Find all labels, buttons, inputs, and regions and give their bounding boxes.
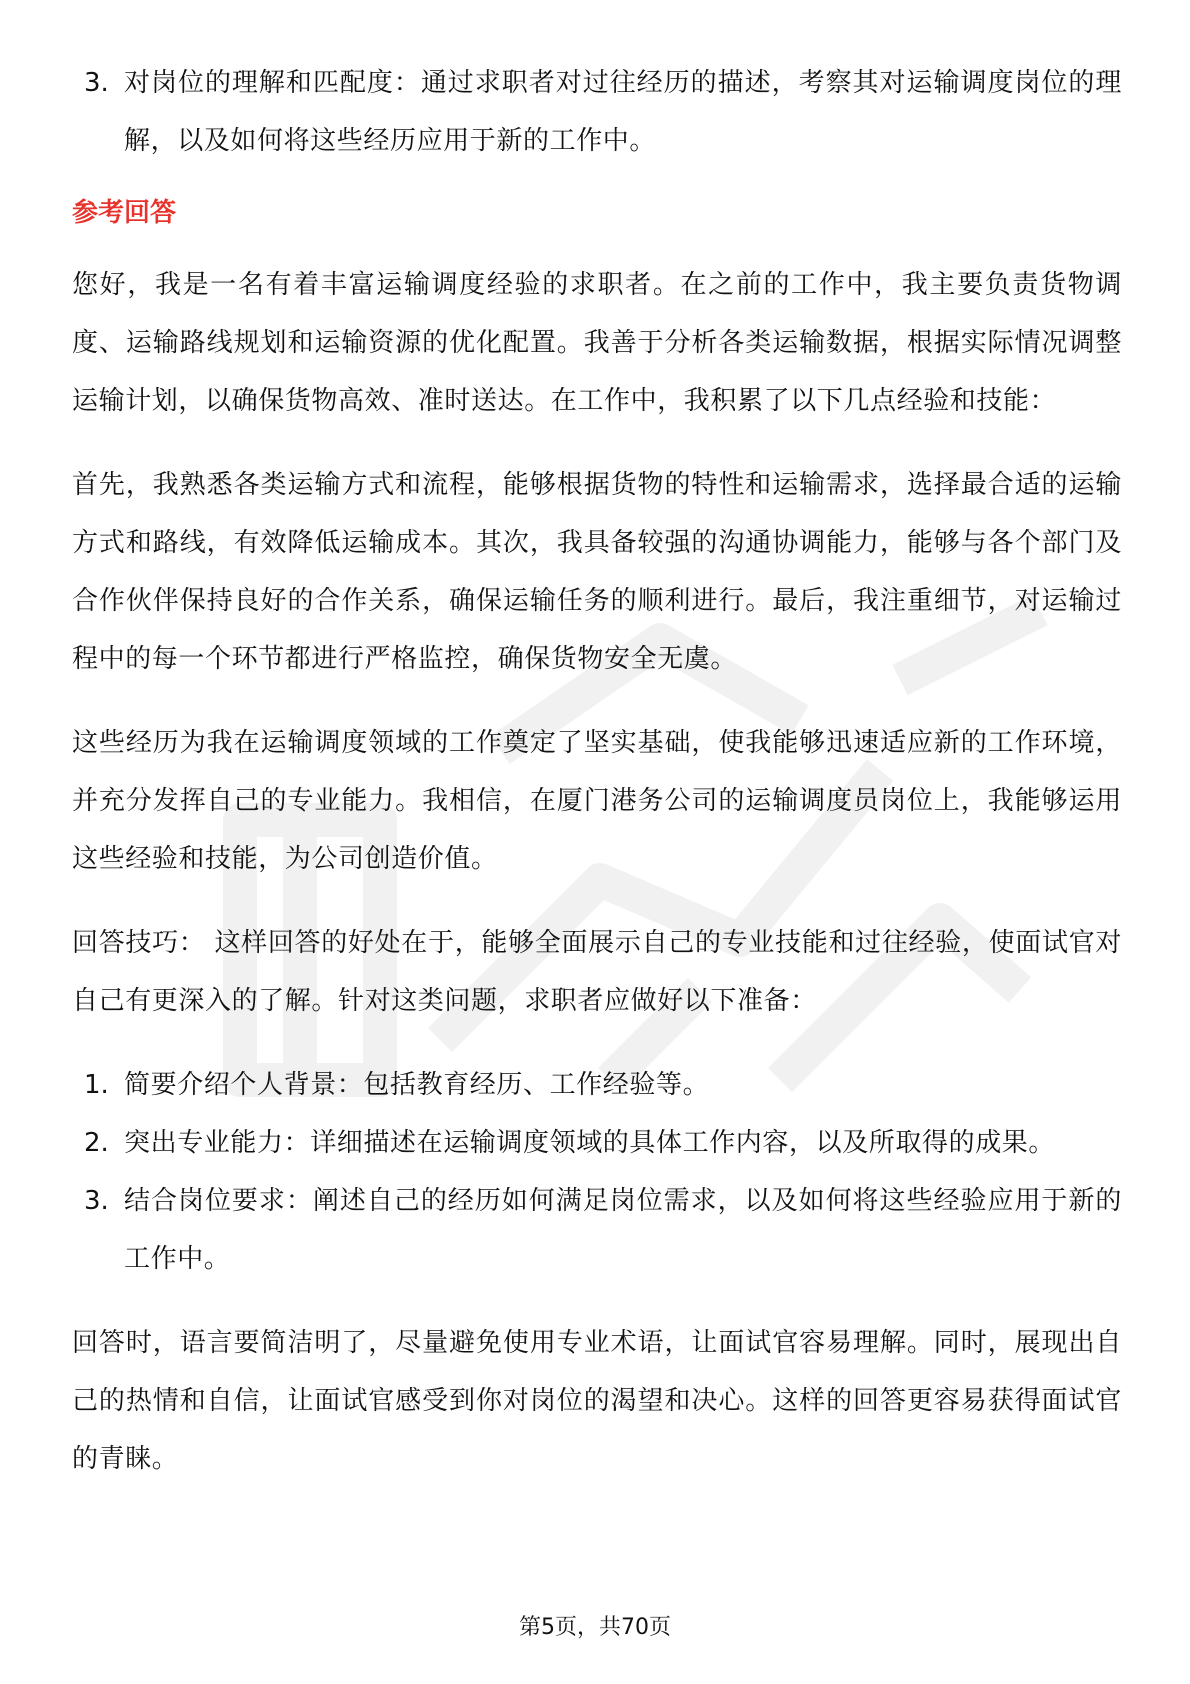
- list-number: 3.: [84, 1186, 109, 1216]
- paragraph-tips: 回答技巧： 这样回答的好处在于，能够全面展示自己的专业技能和过往经验，使面试官对自己有更深入的了解。针对这类问题，求职者应做好以下准备：: [72, 928, 1122, 1016]
- list-item: [72, 1114, 1122, 1172]
- list-text: 结合岗位要求：阐述自己的经历如何满足岗位需求，以及如何将这些经验应用于新的工作中。: [124, 1186, 1122, 1274]
- main-content: [72, 54, 1122, 1488]
- section-heading: 参考回答: [72, 198, 177, 228]
- paragraph-foundation: 这些经历为我在运输调度领域的工作奠定了坚实基础，使我能够迅速适应新的工作环境，并充分发挥自己的专业能力。我相信，在厦门港务公司的运输调度员岗位上，我能够运用这些经验和技能，为公司创造价值。: [72, 728, 1122, 874]
- list-text: 简要介绍个人背景：包括教育经历、工作经验等。: [124, 1070, 710, 1100]
- list-item: [72, 1172, 1122, 1288]
- criteria-list: [72, 54, 1122, 170]
- list-number: 2.: [84, 1128, 109, 1158]
- list-number: 3.: [84, 68, 109, 98]
- paragraph-intro: 您好，我是一名有着丰富运输调度经验的求职者。在之前的工作中，我主要负责货物调度、运输路线规划和运输资源的优化配置。我善于分析各类运输数据，根据实际情况调整运输计划，以确保货物高效、准时送达。在工作中，我积累了以下几点经验和技能：: [72, 270, 1122, 416]
- page-footer: 第5页，共70页: [519, 1615, 671, 1640]
- list-number: 1.: [84, 1070, 109, 1100]
- paragraph-closing: 回答时，语言要简洁明了，尽量避免使用专业术语，让面试官容易理解。同时，展现出自己的热情和自信，让面试官感受到你对岗位的渴望和决心。这样的回答更容易获得面试官的青睐。: [72, 1328, 1122, 1474]
- list-item: [72, 1056, 1122, 1114]
- list-item: [72, 54, 1122, 170]
- tips-list: [72, 1056, 1122, 1288]
- paragraph-skills: 首先，我熟悉各类运输方式和流程，能够根据货物的特性和运输需求，选择最合适的运输方式和路线，有效降低运输成本。其次，我具备较强的沟通协调能力，能够与各个部门及合作伙伴保持良好的合作关系，确保运输任务的顺利进行。最后，我注重细节，对运输过程中的每一个环节都进行严格监控，确保货物安全无虞。: [72, 470, 1122, 674]
- list-text: 对岗位的理解和匹配度：通过求职者对过往经历的描述，考察其对运输调度岗位的理解，以及如何将这些经历应用于新的工作中。: [124, 68, 1122, 156]
- list-text: 突出专业能力：详细描述在运输调度领域的具体工作内容，以及所取得的成果。: [124, 1128, 1056, 1158]
